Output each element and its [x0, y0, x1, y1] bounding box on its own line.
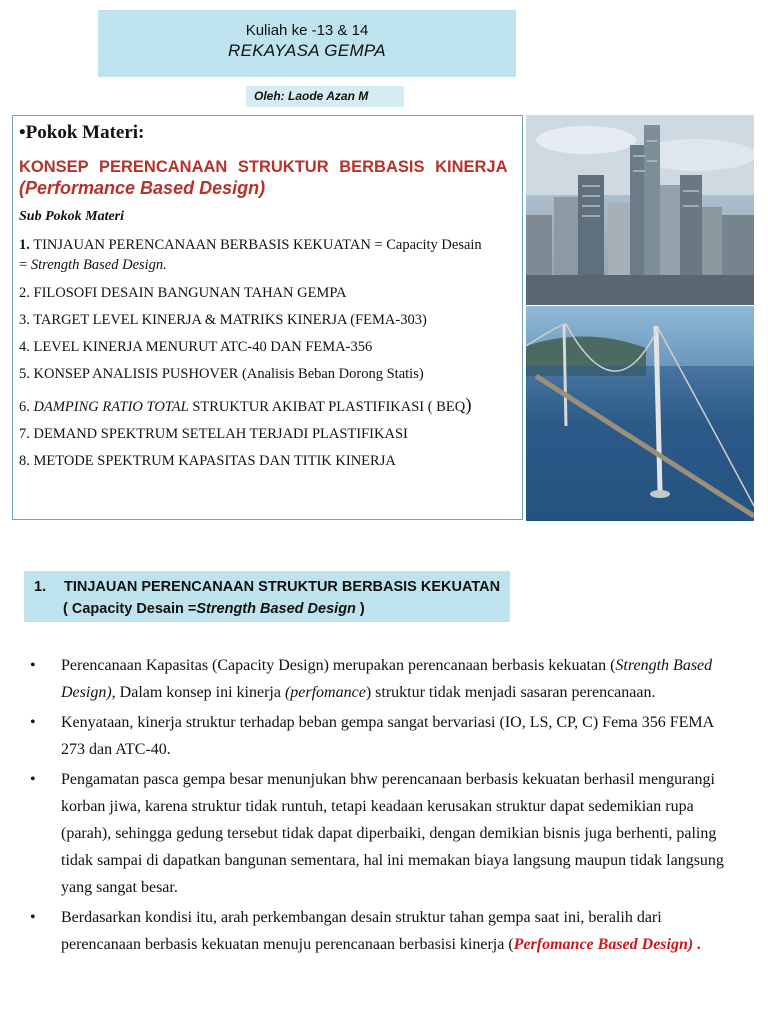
course-title: REKAYASA GEMPA [228, 41, 386, 60]
materi-item-1-eq: = [19, 257, 31, 273]
materi-item-6-num: 6. [19, 399, 34, 415]
section-title: TINJAUAN PERENCANAAN STRUKTUR BERBASIS KEKUATAN [64, 579, 501, 595]
sub-pokok-heading: Sub Pokok Materi [19, 209, 125, 224]
section-subtitle-italic: Strength Based Design [196, 601, 356, 617]
materi-list [19, 233, 516, 470]
materi-item-1-num: 1. [19, 237, 30, 253]
bullet-4-text: Berdasarkan kondisi itu, arah perkembangan desain struktur tahan gempa saat ini, beralih dari perencanaan berbasis kekuatan menuju perencanaan berbasisi kinerja ( [61, 909, 662, 953]
bullet-item-1 [30, 652, 740, 706]
materi-item-6-text: STRUKTUR AKIBAT PLASTIFIKASI ( BEQ [188, 399, 466, 415]
section-heading-line2 [34, 598, 510, 620]
materi-item-7: 7. DEMAND SPEKTRUM SETELAH TERJADI PLASTIFIKASI [19, 426, 408, 442]
city-skyline-image [526, 115, 754, 305]
materi-item-6-paren: ) [465, 395, 472, 416]
bullet-list [30, 652, 740, 961]
bullet-1-text-c: ) struktur tidak menjadi sasaran perencanaan. [365, 684, 656, 701]
materi-box [12, 115, 523, 520]
materi-item-6 [19, 397, 516, 416]
bullet-item-3: • Pengamatan pasca gempa besar menunjukan bhw perencanaan berbasis kekuatan berhasil mengurangi korban jiwa, karena struktur tidak runtuh, tetapi keadaan kerusakan struktur dapat sedemikian rupa (parah), sehingga gedung tersebut tidak dapat diperbaiki, dengan demikian bisnis juga berhenti, paling tidak sampai di dapatkan bangunan sementara, hal ini memakan biaya langsung maupun tidak langsung yang sangat besar. [30, 766, 740, 901]
materi-item-2: 2. FILOSOFI DESAIN BANGUNAN TAHAN GEMPA [19, 285, 347, 301]
section-subtitle-a: ( Capacity Desain = [63, 601, 197, 617]
materi-item-6-italic: DAMPING RATIO TOTAL [33, 399, 189, 415]
bullet-1-text-b: Dalam konsep ini kinerja [115, 684, 285, 701]
section-heading-line1 [34, 576, 510, 598]
bullet-1-italic-b: (perfomance [284, 684, 366, 701]
konsep-title: KONSEP PERENCANAAN STRUKTUR BERBASIS KINERJA [19, 158, 508, 176]
materi-item-3: 3. TARGET LEVEL KINERJA & MATRIKS KINERJA (FEMA-303) [19, 312, 427, 328]
section-subtitle-c: ) [355, 601, 365, 617]
materi-item-4: 4. LEVEL KINERJA MENURUT ATC-40 DAN FEMA-356 [19, 339, 373, 355]
pokok-materi-heading: •Pokok Materi: [19, 122, 145, 143]
bullet-1-text-a: Perencanaan Kapasitas (Capacity Design) merupakan perencanaan berbasis kekuatan ( [61, 657, 616, 674]
materi-item-8: 8. METODE SPEKTRUM KAPASITAS DAN TITIK KINERJA [19, 453, 396, 469]
section-heading-box [24, 571, 510, 622]
lecture-number: Kuliah ke -13 & 14 [245, 22, 369, 39]
materi-item-1-italic: Strength Based Design. [30, 257, 167, 273]
author-label: Oleh: Laode Azan M [246, 86, 404, 107]
materi-item-1-text: TINJAUAN PERENCANAAN BERBASIS KEKUATAN = Capacity Desain [29, 237, 482, 253]
suspension-bridge-image [526, 306, 754, 521]
bullet-4-highlight: Perfomance Based Design) . [513, 936, 702, 953]
bullet-item-4 [30, 904, 740, 958]
section-number: 1. [34, 579, 47, 595]
bullet-item-2: • Kenyataan, kinerja struktur terhadap beban gempa sangat bervariasi (IO, LS, CP, C) Fema 356 FEMA 273 dan ATC-40. [30, 709, 740, 763]
lecture-title-box [98, 10, 516, 77]
materi-item-1-cont [19, 255, 516, 275]
bullet-1-italic-a: Strength Based Design), [61, 657, 713, 701]
konsep-subtitle: (Performance Based Design) [19, 178, 266, 198]
materi-item-5: 5. KONSEP ANALISIS PUSHOVER (Analisis Beban Dorong Statis) [19, 366, 424, 382]
